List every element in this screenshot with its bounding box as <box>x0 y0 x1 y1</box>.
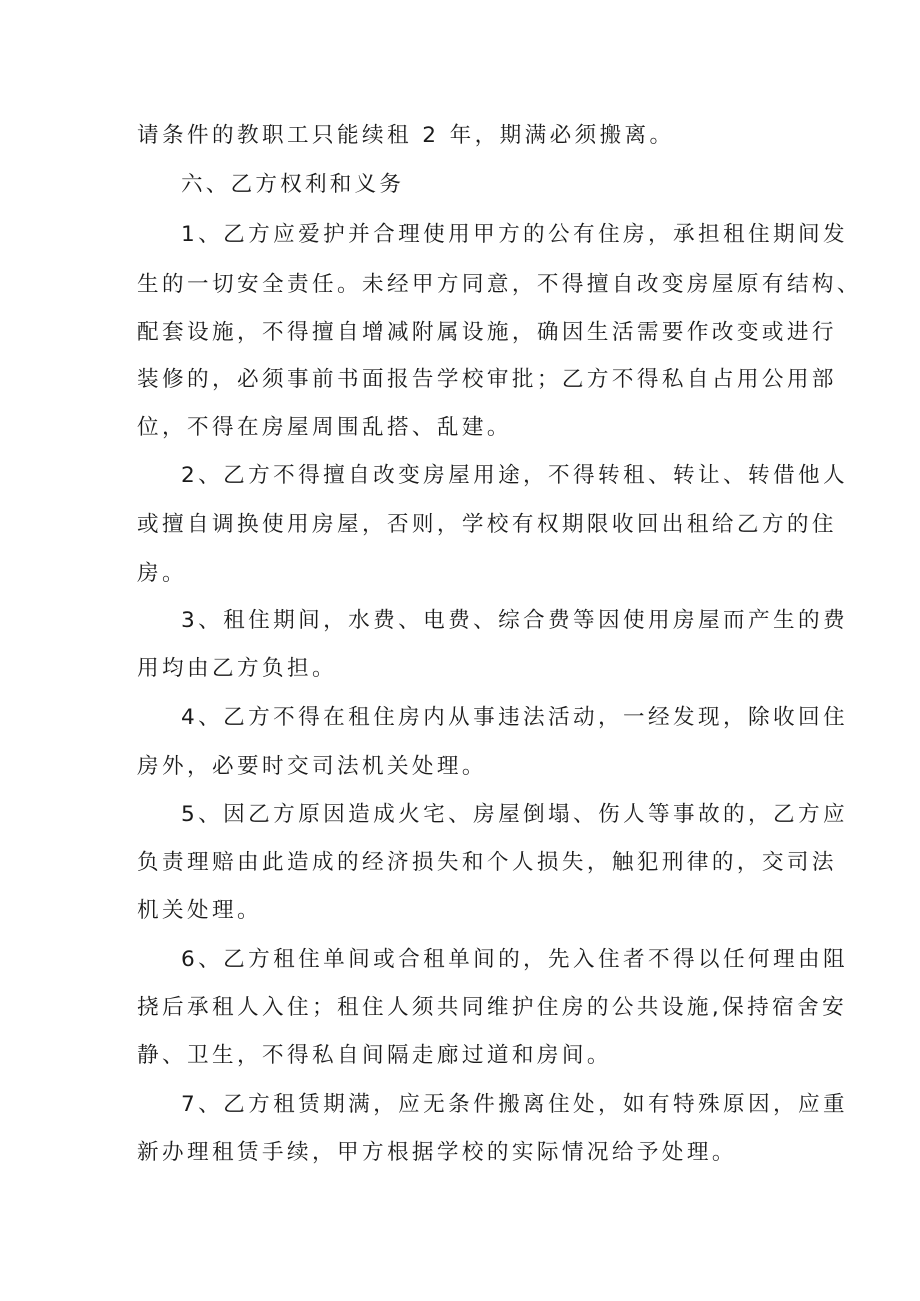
text-line: 1、乙方应爱护并合理使用甲方的公有住房，承担租住期间发 <box>181 222 848 247</box>
text-line: 5、因乙方原因造成火宅、房屋倒塌、伤人等事故的，乙方应 <box>181 802 848 827</box>
text-line: 2、乙方不得擅自改变房屋用途，不得转租、转让、转借他人 <box>181 463 848 488</box>
text-line: 机关处理。 <box>137 898 262 923</box>
text-line: 负责理赔由此造成的经济损失和个人损失，触犯刑律的，交司法 <box>137 850 837 875</box>
text-line: 房外，必要时交司法机关处理。 <box>137 754 487 779</box>
text-line: 请条件的教职工只能续租 2 年，期满必须搬离。 <box>137 123 675 148</box>
text-line: 房。 <box>137 561 187 586</box>
text-line: 配套设施，不得擅自增减附属设施，确因生活需要作改变或进行 <box>137 320 837 345</box>
section-heading: 六、乙方权利和义务 <box>181 172 405 197</box>
text-line: 挠后承租人入住；租住人须共同维护住房的公共设施,保持宿舍安 <box>137 995 848 1020</box>
text-line: 7、乙方租赁期满，应无条件搬离住处，如有特殊原因，应重 <box>181 1092 848 1117</box>
text-line: 装修的，必须事前书面报告学校审批；乙方不得私自占用公用部 <box>137 367 837 392</box>
text-line: 用均由乙方负担。 <box>137 656 337 681</box>
text-line: 位，不得在房屋周围乱搭、乱建。 <box>137 415 512 440</box>
text-line: 静、卫生，不得私自间隔走廊过道和房间。 <box>137 1043 612 1068</box>
text-line: 新办理租赁手续，甲方根据学校的实际情况给予处理。 <box>137 1140 737 1165</box>
text-line: 或擅自调换使用房屋，否则，学校有权期限收回出租给乙方的住 <box>137 512 837 537</box>
text-line: 生的一切安全责任。未经甲方同意，不得擅自改变房屋原有结构、 <box>137 272 862 297</box>
text-line: 3、租住期间，水费、电费、综合费等因使用房屋而产生的费 <box>181 608 848 633</box>
text-line: 4、乙方不得在租住房内从事违法活动，一经发现，除收回住 <box>181 705 848 730</box>
text-line: 6、乙方租住单间或合租单间的，先入住者不得以任何理由阻 <box>181 947 848 972</box>
